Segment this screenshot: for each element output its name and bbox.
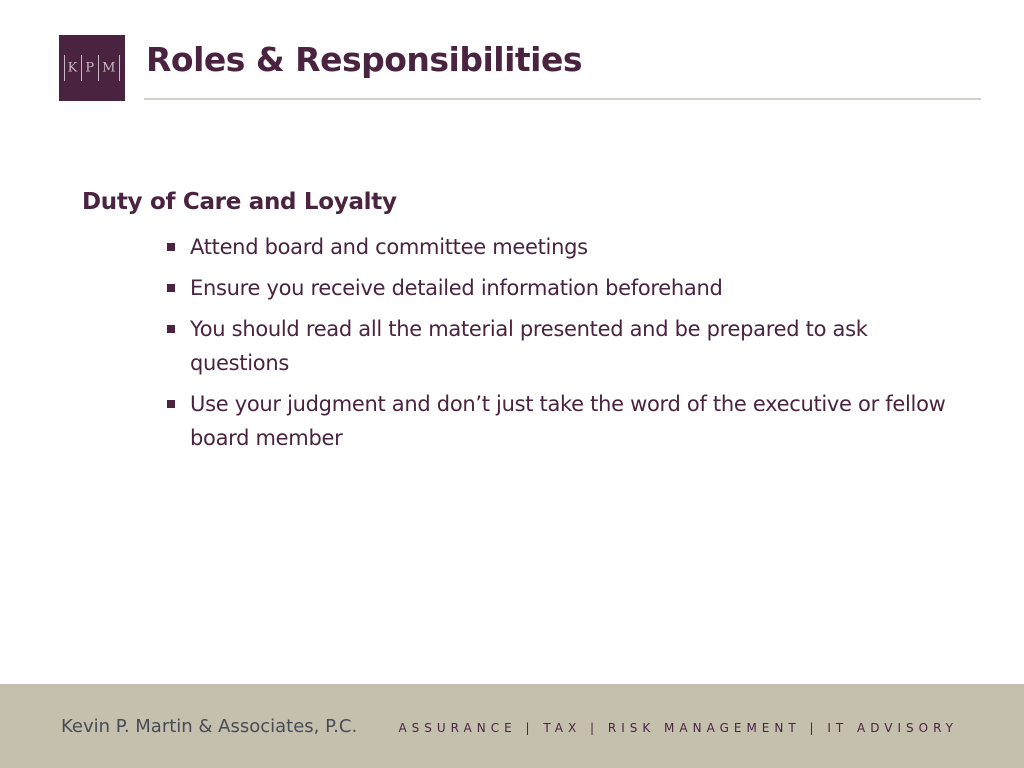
square-bullet-icon	[167, 325, 175, 333]
logo-divider	[64, 55, 65, 81]
square-bullet-icon	[167, 243, 175, 251]
bullet-item	[162, 312, 972, 380]
bullet-item	[162, 387, 972, 455]
section-heading: Duty of Care and Loyalty	[82, 189, 397, 215]
square-bullet-icon	[167, 284, 175, 292]
bullet-item	[162, 230, 972, 264]
kpm-logo	[59, 35, 125, 101]
footer-company-name: Kevin P. Martin & Associates, P.C.	[61, 716, 358, 737]
logo-text	[61, 55, 124, 81]
logo-letter-m: M	[102, 60, 117, 76]
bullet-list	[162, 230, 972, 462]
footer-services: ASSURANCE | TAX | RISK MANAGEMENT | IT ADVISORY	[398, 721, 958, 735]
logo-divider	[81, 55, 82, 81]
logo-letter-p: P	[85, 60, 96, 76]
bullet-text: Use your judgment and don’t just take the word of the executive or fellow board member	[190, 392, 946, 450]
bullet-text: Ensure you receive detailed information beforehand	[190, 276, 723, 300]
logo-letter-k: K	[67, 60, 79, 76]
square-bullet-icon	[167, 400, 175, 408]
logo-divider	[119, 55, 120, 81]
bullet-text: Attend board and committee meetings	[190, 235, 588, 259]
bullet-item	[162, 271, 972, 305]
footer-band	[0, 684, 1024, 768]
bullet-text: You should read all the material presented and be prepared to ask questions	[190, 317, 868, 375]
title-divider	[144, 98, 981, 100]
slide-title: Roles & Responsibilities	[146, 40, 583, 79]
logo-divider	[98, 55, 99, 81]
